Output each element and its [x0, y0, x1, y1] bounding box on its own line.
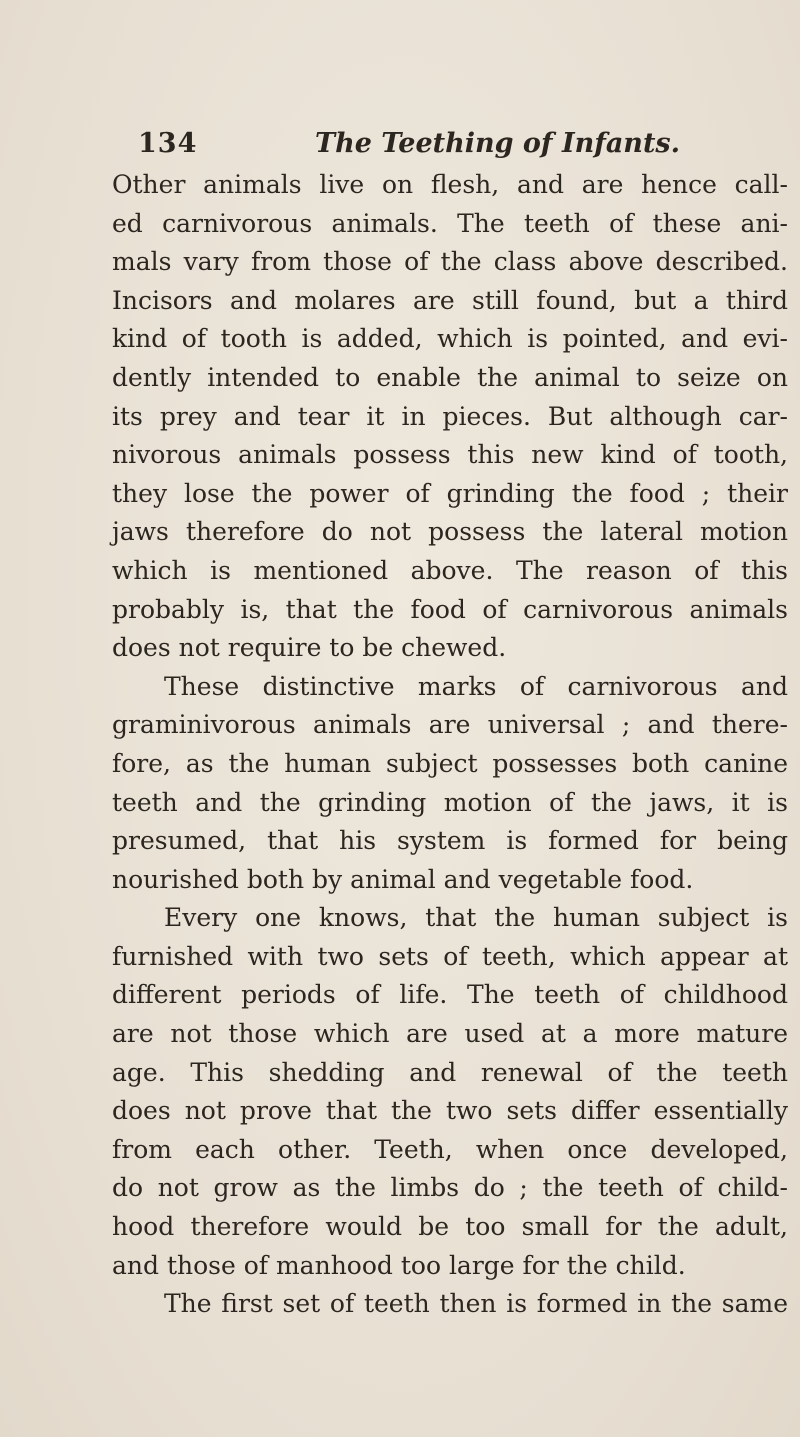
text-line: are not those which are used at a more mature	[112, 1019, 788, 1049]
text-line: probably is, that the food of carnivorous animals	[112, 594, 788, 624]
text-line: nourished both by animal and vegetable food.	[112, 864, 694, 894]
text-line: presumed, that his system is formed for being	[112, 826, 788, 856]
text-line: kind of tooth is added, which is pointed, and evi-	[112, 324, 788, 354]
text-line: does not prove that the two sets differ essentially	[112, 1096, 788, 1126]
text-line: teeth and the grinding motion of the jaws, it is	[112, 787, 788, 817]
running-title: The Teething of Infants.	[315, 128, 681, 159]
text-line: do not grow as the limbs do ; the teeth of child-	[112, 1173, 788, 1203]
text-line: does not require to be chewed.	[112, 633, 507, 663]
text-line: age. This shedding and renewal of the teeth	[112, 1057, 788, 1087]
text-line: ed carnivorous animals. The teeth of these ani-	[112, 208, 788, 238]
text-line: fore, as the human subject possesses both canine	[112, 748, 788, 778]
paragraph-2	[112, 668, 788, 900]
text-line: from each other. Teeth, when once developed,	[112, 1134, 788, 1164]
text-line: hood therefore would be too small for the adult,	[112, 1212, 788, 1242]
page-number: 134	[138, 128, 198, 159]
text-line: different periods of life. The teeth of childhood	[112, 980, 788, 1010]
text-line: and those of manhood too large for the child.	[112, 1250, 686, 1280]
text-line: mals vary from those of the class above described.	[112, 247, 788, 277]
text-line: These distinctive marks of carnivorous and	[164, 671, 788, 701]
text-line: nivorous animals possess this new kind of tooth,	[112, 440, 788, 470]
text-line: Incisors and molares are still found, but a third	[112, 285, 788, 315]
text-line: jaws therefore do not possess the lateral motion	[112, 517, 788, 547]
body-text	[112, 166, 788, 1324]
text-line: they lose the power of grinding the food ; their	[112, 478, 788, 508]
text-line: furnished with two sets of teeth, which appear at	[112, 941, 788, 971]
text-line: The first set of teeth then is formed in the same	[164, 1289, 788, 1319]
text-line: Other animals live on flesh, and are hence call-	[112, 170, 788, 199]
paragraph-3	[112, 899, 788, 1285]
text-line: its prey and tear it in pieces. But although car-	[112, 401, 788, 431]
text-line: which is mentioned above. The reason of this	[112, 555, 788, 585]
running-head	[138, 128, 758, 168]
text-line: dently intended to enable the animal to seize on	[112, 362, 788, 392]
text-line: Every one knows, that the human subject is	[164, 903, 788, 933]
paragraph-4	[112, 1285, 788, 1324]
paragraph-1	[112, 166, 788, 668]
text-line: graminivorous animals are universal ; and there-	[112, 710, 788, 740]
